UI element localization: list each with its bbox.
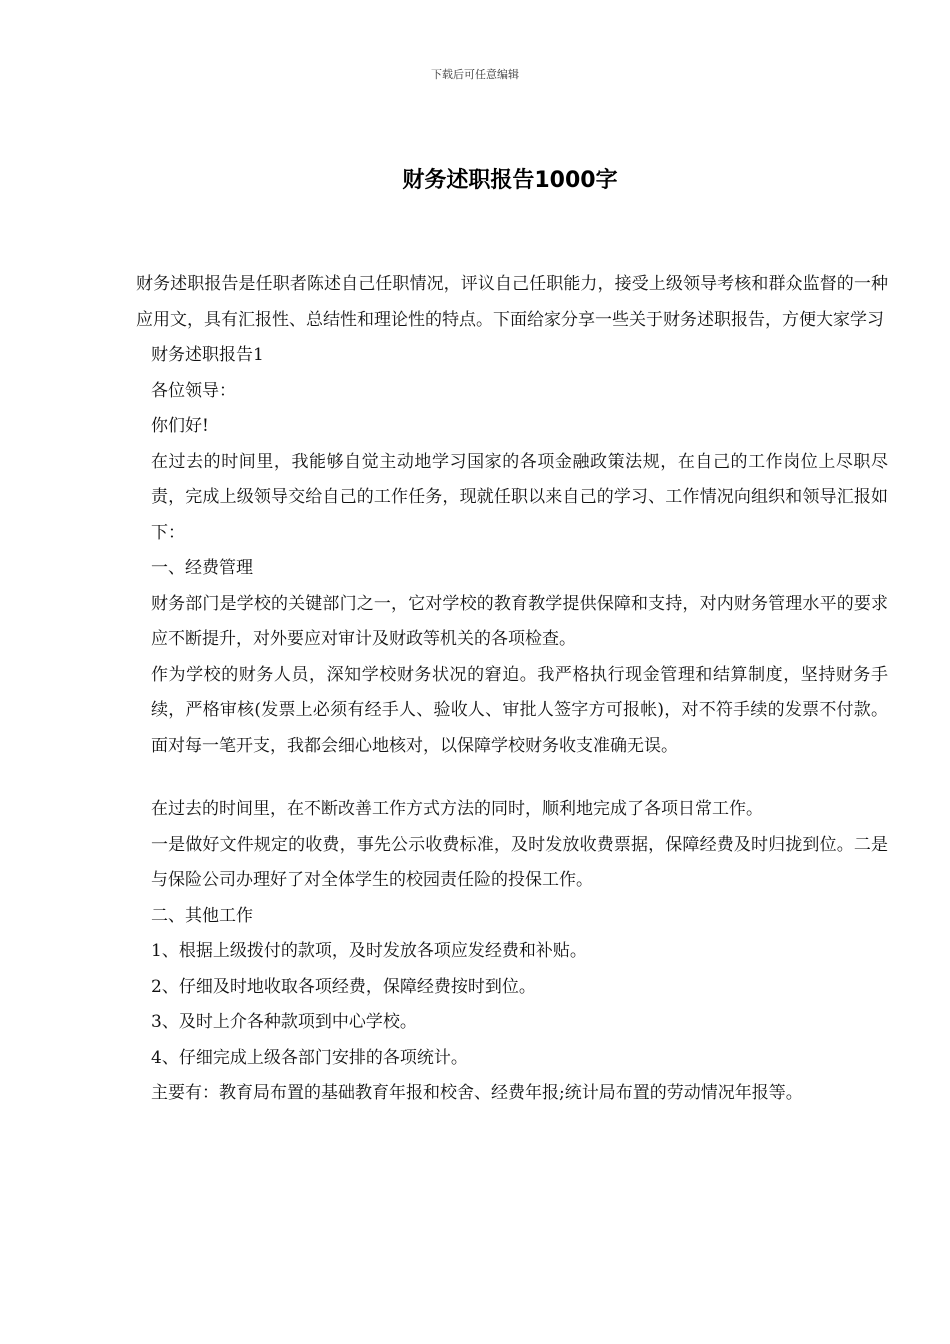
report-heading: 财务述职报告1	[151, 345, 264, 365]
intro-paragraph: 财务述职报告是任职者陈述自己任职情况，评议自己任职能力，接受上级领导考核和群众监督的一种应用文，具有汇报性、总结性和理论性的特点。下面给家分享一些关于财务述职报告，方便大家学习	[136, 274, 888, 330]
body-paragraph: 作为学校的财务人员，深知学校财务状况的窘迫。我严格执行现金管理和结算制度，坚持财务手续，严格审核(发票上必须有经手人、验收人、审批人签字方可报帐)，对不符手续的发票不付款。面对每一笔开支，我都会细心地核对，以保障学校财务收支准确无误。	[151, 664, 888, 756]
document-title: 财务述职报告1000字	[402, 168, 618, 193]
header-note: 下载后可任意编辑	[431, 68, 519, 81]
body-paragraph: 主要有：教育局布置的基础教育年报和校舍、经费年报;统计局布置的劳动情况年报等。	[151, 1083, 803, 1103]
list-item: 4、仔细完成上级各部门安排的各项统计。	[151, 1047, 468, 1068]
list-item: 3、及时上介各种款项到中心学校。	[151, 1012, 417, 1032]
body-paragraph: 在过去的时间里，我能够自觉主动地学习国家的各项金融政策法规，在自己的工作岗位上尽职尽责，完成上级领导交给自己的工作任务，现就任职以来自己的学习、工作情况向组织和领导汇报如下：	[151, 451, 888, 543]
section-heading: 一、经费管理	[151, 558, 253, 578]
body-paragraph: 财务部门是学校的关键部门之一，它对学校的教育教学提供保障和支持，对内财务管理水平的要求应不断提升，对外要应对审计及财政等机关的各项检查。	[151, 593, 888, 649]
body-paragraph: 一是做好文件规定的收费，事先公示收费标准，及时发放收费票据，保障经费及时归拢到位。二是与保险公司办理好了对全体学生的校园责任险的投保工作。	[151, 834, 888, 890]
body-paragraph: 在过去的时间里，在不断改善工作方式方法的同时，顺利地完成了各项日常工作。	[151, 799, 763, 819]
paragraph-gap	[136, 764, 888, 792]
section-heading: 二、其他工作	[151, 905, 253, 926]
salutation: 各位领导：	[151, 380, 236, 401]
list-item: 2、仔细及时地收取各项经费，保障经费按时到位。	[151, 976, 536, 997]
list-item: 1、根据上级拨付的款项，及时发放各项应发经费和补贴。	[151, 941, 587, 961]
greeting: 你们好!	[151, 416, 209, 436]
document-body	[136, 267, 888, 1112]
